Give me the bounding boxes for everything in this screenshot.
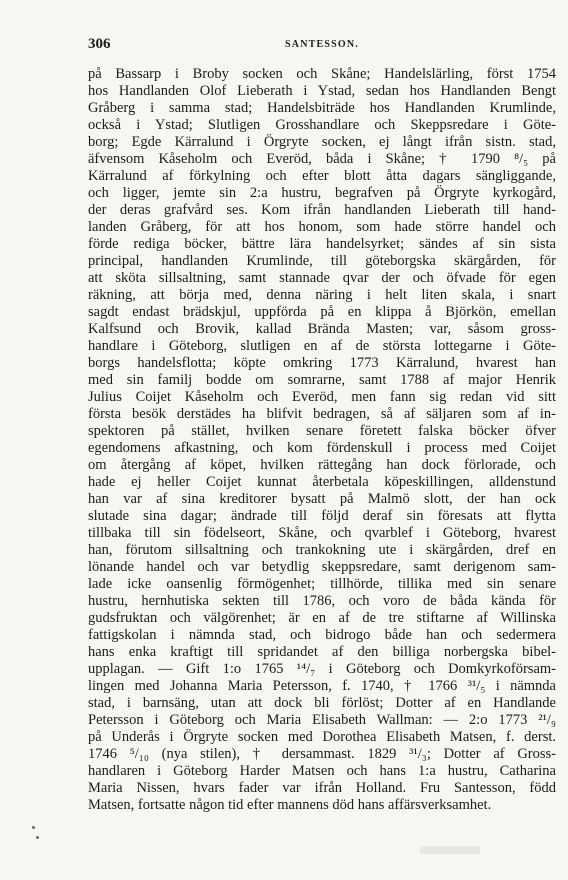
- text-line: handlaren i Göteborg Harder Matsen och hans 1:a hustru, Catharina: [88, 763, 556, 779]
- text-line: räkning, att börja med, denna näring i helt liten skala, i snart: [88, 287, 556, 303]
- text-line: äfvensom Kåseholm och Everöd, båda i Skåne; † 1790 ⁸/₅ på: [88, 151, 556, 167]
- text-line: Matsen, fortsatte någon tid efter mannens död hans affärsverksamhet.: [88, 797, 492, 813]
- text-line: stad, i barnsäng, utan att dock bli förlöst; Dotter af en Handlande: [88, 695, 556, 711]
- text-line: egendomens afkastning, och kom fördenskull i process med Coijet: [88, 440, 556, 456]
- text-line: Petersson i Göteborg och Maria Elisabeth Wallman: — 2:o 1773 ²¹/₉: [88, 712, 556, 728]
- text-line: fattigskolan i nämnda stad, och bidrogo både han och sedermera: [88, 627, 556, 643]
- text-line: och ligger, jemte sin 2:a hustru, begrafven på Örgryte kyrkogård,: [88, 185, 556, 201]
- page-number: 306: [88, 36, 111, 52]
- text-line: hans enka kraftigt till spridandet af den billiga norbergska bibel-: [88, 644, 556, 660]
- text-line: borg; Egde Kärralund i Örgryte socken, ej långt ifrån sistn. stad,: [88, 134, 556, 150]
- text-line: lingen med Johanna Maria Petersson, f. 1740, † 1766 ³¹/₅ i nämnda: [88, 678, 556, 694]
- text-line: han var af sina kreditorer bysatt på Malmö slott, der han ock: [88, 491, 556, 507]
- text-line: hos Handlanden Olof Lieberath i Ystad, sedan hos Handlanden Bengt: [88, 83, 556, 99]
- text-line: borgs handelsflotta; köpte omkring 1773 Kärralund, hvarest han: [88, 355, 556, 371]
- running-head: SANTESSON.: [285, 39, 359, 50]
- text-line: upplagan. — Gift 1:o 1765 ¹⁴/₇ i Göteborg och Domkyrkoförsam-: [88, 661, 556, 677]
- text-line: han, förutom sillsaltning och trankokning ute i skärgården, dref en: [88, 542, 556, 558]
- text-line: Maria Nissen, hvars fader var ifrån Holland. Fru Santesson, född: [88, 780, 556, 796]
- text-line: sagdt endast brädskjul, uppförda på en klippa å Björkön, emellan: [88, 304, 556, 320]
- text-line: der deras grafvård ses. Kom ifrån handlanden Lieberath till hand-: [88, 202, 556, 218]
- text-line: Gråberg i samma stad; Handelsbiträde hos Handlanden Krumlinde,: [88, 100, 556, 116]
- text-line: tillbaka till sin födelseort, Skåne, och qvarblef i Göteborg, hvarest: [88, 525, 556, 541]
- faint-stamp-mark: [420, 846, 480, 854]
- text-line: Kärralund af förkylning och efter blott åtta dagars sängliggande,: [88, 168, 556, 184]
- text-line: principal, handlanden Krumlinde, till göteborgska skärgården, för: [88, 253, 556, 269]
- text-line: med sin familj bodde om somrarne, samt 1788 af major Henrik: [88, 372, 556, 388]
- text-line: att sköta sillsaltning, samt stannade qvar der och öfvade för egen: [88, 270, 556, 286]
- text-line: landen Gråberg, för att hos honom, som hade större handel och: [88, 219, 556, 235]
- scan-speck: [36, 836, 39, 839]
- text-line: också i Ystad; Slutligen Grosshandlare och Skeppsredare i Göte-: [88, 117, 556, 133]
- text-line: lade icke oansenlig förmögenhet; tillhörde, tillika med sin senare: [88, 576, 556, 592]
- page-header: [88, 36, 556, 54]
- text-line: slutade sina dagar; ändrade till följd deraf sin föresats att flytta: [88, 508, 556, 524]
- text-line: hade ej heller Coijet kunnat återbetala köpeskillingen, alldenstund: [88, 474, 556, 490]
- text-line: om återgång af köpet, hvilken rättegång han dock förlorade, och: [88, 457, 556, 473]
- text-line: Kalfsund och Brovik, kallad Brända Masten; var, såsom gross-: [88, 321, 556, 337]
- text-line: gudsfruktan och välgörenhet; är en af de tre stiftarne af Willinska: [88, 610, 556, 626]
- text-line: spektoren på stället, hvilken senare företett falska böcker öfver: [88, 423, 556, 439]
- text-line: lönande handel och var betydlig skeppsredare, samt derigenom sam-: [88, 559, 556, 575]
- text-line: på Bassarp i Broby socken och Skåne; Handelslärling, först 1754: [88, 66, 556, 82]
- scan-speck: [32, 826, 35, 829]
- text-line: Julius Coijet Kåseholm och Everöd, men fann sig redan vid sitt: [88, 389, 556, 405]
- text-line: på Underås i Örgryte socken med Dorothea Elisabeth Matsen, f. derst.: [88, 729, 556, 745]
- body-text: [88, 66, 556, 814]
- text-line: första besök derstädes ha blifvit bedragen, så af säljaren som af in-: [88, 406, 556, 422]
- text-line: handlare i Göteborg, slutligen en af de största lottegarne i Göte-: [88, 338, 556, 354]
- text-line: 1746 ⁵/₁₀ (nya stilen), † dersammast. 1829 ³¹/₃; Dotter af Gross-: [88, 746, 556, 762]
- text-line: hustru, hernhutiska sekten till 1786, och voro de båda kända för: [88, 593, 556, 609]
- text-line: förde rediga böcker, bättre lära handelsyrket; sändes af sin sista: [88, 236, 556, 252]
